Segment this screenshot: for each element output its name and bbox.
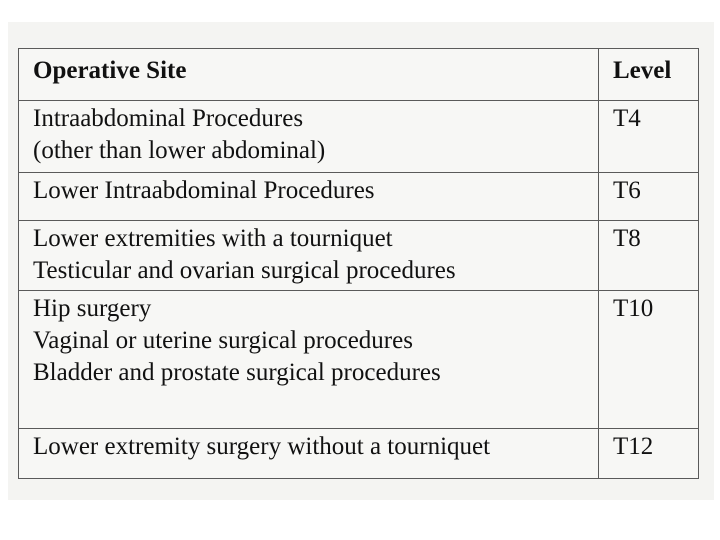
table-header-row [19,49,699,101]
site-line: Testicular and ovarian surgical procedures [33,257,456,284]
table-row [19,173,699,221]
header-level: Level [599,49,699,101]
operative-site-cell [19,173,599,221]
table-row [19,291,699,429]
operative-site-cell [19,221,599,291]
site-line: Lower extremity surgery without a tourniquet [33,433,491,460]
operative-site-cell [19,429,599,479]
site-line: Lower Intraabdominal Procedures [33,177,375,204]
site-line: Lower extremities with a tourniquet [33,225,393,252]
level-cell: T4 [599,101,699,173]
site-line: (other than lower abdominal) [33,137,326,164]
operative-site-cell [19,291,599,429]
table-row [19,221,699,291]
operative-site-cell [19,101,599,173]
level-cell: T10 [599,291,699,429]
table-row [19,101,699,173]
site-line: Vaginal or uterine surgical procedures [33,327,413,354]
table-row [19,429,699,479]
site-line: Bladder and prostate surgical procedures [33,359,441,386]
level-cell: T6 [599,173,699,221]
site-line: Hip surgery [33,295,152,322]
level-cell: T8 [599,221,699,291]
site-line: Intraabdominal Procedures [33,105,304,132]
operative-site-level-table [18,48,699,479]
header-operative-site: Operative Site [19,49,599,101]
level-cell: T12 [599,429,699,479]
